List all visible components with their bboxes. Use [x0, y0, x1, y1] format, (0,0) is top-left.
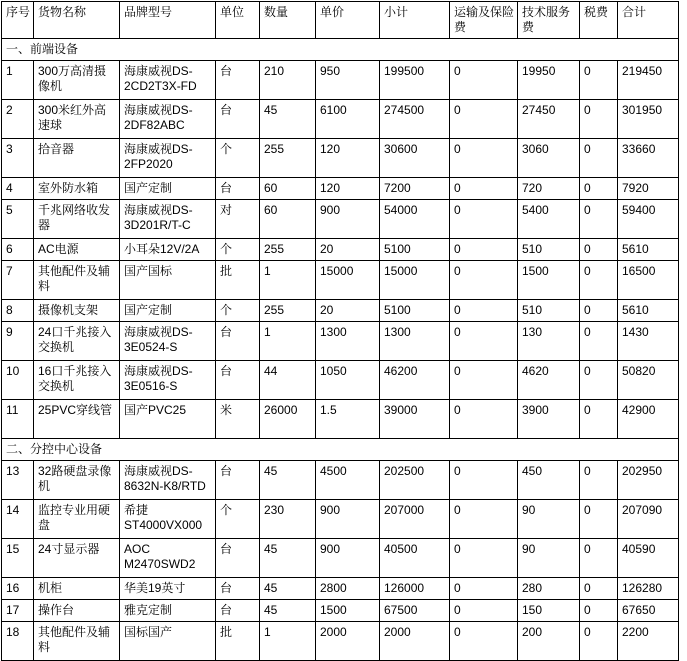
cell-shipping-insurance: 0: [450, 578, 518, 600]
cell-index: 13: [2, 461, 34, 500]
section-label: 二、分控中心设备: [2, 439, 679, 461]
cell-brand-model: 海康威视DS-3E0524-S: [120, 322, 216, 361]
cell-index: 15: [2, 539, 34, 578]
cell-technical-service-fee: 150: [518, 600, 580, 622]
cell-tax: 0: [580, 139, 618, 178]
cell-technical-service-fee: 510: [518, 239, 580, 261]
cell-index: 6: [2, 239, 34, 261]
cell-brand-model: 海康威视DS-2FP2020: [120, 139, 216, 178]
cell-quantity: 26000: [260, 400, 316, 439]
cell-total: 2200: [618, 622, 679, 661]
cell-shipping-insurance: 0: [450, 322, 518, 361]
cell-index: 14: [2, 500, 34, 539]
cell-brand-model: 国产定制: [120, 178, 216, 200]
section-row: [2, 39, 679, 61]
cell-brand-model: 国产PVC25: [120, 400, 216, 439]
section-label: 一、前端设备: [2, 39, 679, 61]
cell-goods-name: 拾音器: [34, 139, 120, 178]
cell-technical-service-fee: 5400: [518, 200, 580, 239]
cell-goods-name: 24寸显示器: [34, 539, 120, 578]
cell-total: 301950: [618, 100, 679, 139]
cell-shipping-insurance: 0: [450, 539, 518, 578]
cell-unit: 台: [216, 539, 260, 578]
cell-unit: 米: [216, 400, 260, 439]
cell-unit: 个: [216, 300, 260, 322]
cell-goods-name: 摄像机支架: [34, 300, 120, 322]
column-header-index: 序号: [2, 2, 34, 39]
cell-technical-service-fee: 3060: [518, 139, 580, 178]
cell-unit: 批: [216, 261, 260, 300]
cell-unit-price: 1500: [316, 600, 380, 622]
cell-shipping-insurance: 0: [450, 239, 518, 261]
cell-subtotal: 5100: [380, 239, 450, 261]
cell-technical-service-fee: 3900: [518, 400, 580, 439]
table-row: [2, 261, 679, 300]
cell-tax: 0: [580, 200, 618, 239]
column-header-goods-name: 货物名称: [34, 2, 120, 39]
cell-subtotal: 30600: [380, 139, 450, 178]
cell-total: 202950: [618, 461, 679, 500]
cell-total: 207090: [618, 500, 679, 539]
cell-shipping-insurance: 0: [450, 400, 518, 439]
cell-total: 50820: [618, 361, 679, 400]
cell-index: 1: [2, 61, 34, 100]
cell-quantity: 255: [260, 239, 316, 261]
cell-goods-name: 16口千兆接入交换机: [34, 361, 120, 400]
cell-quantity: 255: [260, 139, 316, 178]
spreadsheet-sheet: [0, 1, 687, 654]
cell-unit-price: 20: [316, 300, 380, 322]
cell-tax: 0: [580, 100, 618, 139]
cell-goods-name: 300米红外高速球: [34, 100, 120, 139]
cell-brand-model: 小耳朵12V/2A: [120, 239, 216, 261]
cell-unit: 台: [216, 361, 260, 400]
cell-unit-price: 900: [316, 539, 380, 578]
cell-unit: 台: [216, 322, 260, 361]
table-body: [2, 39, 679, 661]
table-row: [2, 322, 679, 361]
cell-goods-name: 24口千兆接入交换机: [34, 322, 120, 361]
cell-total: 42900: [618, 400, 679, 439]
cell-brand-model: 海康威视DS-3E0516-S: [120, 361, 216, 400]
cell-goods-name: AC电源: [34, 239, 120, 261]
cell-unit-price: 1.5: [316, 400, 380, 439]
cell-shipping-insurance: 0: [450, 178, 518, 200]
cell-brand-model: 国标国产: [120, 622, 216, 661]
column-header-brand-model: 品牌型号: [120, 2, 216, 39]
cell-shipping-insurance: 0: [450, 261, 518, 300]
table-header-row: [2, 2, 679, 39]
cell-goods-name: 监控专业用硬盘: [34, 500, 120, 539]
column-header-unit: 单位: [216, 2, 260, 39]
cell-unit-price: 15000: [316, 261, 380, 300]
cell-goods-name: 25PVC穿线管: [34, 400, 120, 439]
cell-subtotal: 40500: [380, 539, 450, 578]
cell-unit-price: 1300: [316, 322, 380, 361]
cell-brand-model: 海康威视DS-2CD2T3X-FD: [120, 61, 216, 100]
cell-index: 16: [2, 578, 34, 600]
cell-quantity: 210: [260, 61, 316, 100]
cell-subtotal: 39000: [380, 400, 450, 439]
cell-brand-model: 海康威视DS-2DF82ABC: [120, 100, 216, 139]
cell-quantity: 45: [260, 100, 316, 139]
cell-total: 16500: [618, 261, 679, 300]
cell-shipping-insurance: 0: [450, 300, 518, 322]
table-row: [2, 239, 679, 261]
cell-index: 8: [2, 300, 34, 322]
cell-shipping-insurance: 0: [450, 61, 518, 100]
cell-index: 11: [2, 400, 34, 439]
cell-shipping-insurance: 0: [450, 461, 518, 500]
cell-technical-service-fee: 720: [518, 178, 580, 200]
cell-subtotal: 15000: [380, 261, 450, 300]
cell-technical-service-fee: 130: [518, 322, 580, 361]
cell-total: 1430: [618, 322, 679, 361]
cell-tax: 0: [580, 500, 618, 539]
cell-unit: 台: [216, 100, 260, 139]
cell-subtotal: 126000: [380, 578, 450, 600]
cell-total: 5610: [618, 300, 679, 322]
cell-tax: 0: [580, 300, 618, 322]
column-header-shipping-insurance: 运输及保险费: [450, 2, 518, 39]
table-row: [2, 578, 679, 600]
cell-subtotal: 274500: [380, 100, 450, 139]
cell-subtotal: 2000: [380, 622, 450, 661]
cell-unit-price: 950: [316, 61, 380, 100]
column-header-subtotal: 小计: [380, 2, 450, 39]
cell-shipping-insurance: 0: [450, 600, 518, 622]
cell-unit-price: 1050: [316, 361, 380, 400]
cell-unit: 台: [216, 461, 260, 500]
cell-technical-service-fee: 280: [518, 578, 580, 600]
cell-tax: 0: [580, 322, 618, 361]
cell-unit: 台: [216, 178, 260, 200]
cell-tax: 0: [580, 61, 618, 100]
cell-index: 10: [2, 361, 34, 400]
cell-goods-name: 操作台: [34, 600, 120, 622]
cell-shipping-insurance: 0: [450, 622, 518, 661]
cell-quantity: 45: [260, 539, 316, 578]
cell-brand-model: 海康威视DS-8632N-K8/RTD: [120, 461, 216, 500]
cell-brand-model: 雅克定制: [120, 600, 216, 622]
cell-quantity: 1: [260, 622, 316, 661]
column-header-total: 合计: [618, 2, 679, 39]
cell-unit: 批: [216, 622, 260, 661]
cell-tax: 0: [580, 578, 618, 600]
table-row: [2, 539, 679, 578]
table-row: [2, 600, 679, 622]
cell-unit-price: 2000: [316, 622, 380, 661]
table-row: [2, 300, 679, 322]
cell-shipping-insurance: 0: [450, 139, 518, 178]
cell-technical-service-fee: 1500: [518, 261, 580, 300]
cell-tax: 0: [580, 539, 618, 578]
cell-total: 33660: [618, 139, 679, 178]
table-row: [2, 200, 679, 239]
table-row: [2, 461, 679, 500]
cell-subtotal: 202500: [380, 461, 450, 500]
cell-quantity: 255: [260, 300, 316, 322]
cell-quantity: 45: [260, 578, 316, 600]
table-row: [2, 139, 679, 178]
cell-shipping-insurance: 0: [450, 200, 518, 239]
cell-brand-model: 华美19英寸: [120, 578, 216, 600]
cell-index: 18: [2, 622, 34, 661]
cell-technical-service-fee: 510: [518, 300, 580, 322]
cell-quantity: 1: [260, 322, 316, 361]
section-row: [2, 439, 679, 461]
cell-brand-model: 希捷ST4000VX000: [120, 500, 216, 539]
cell-unit-price: 2800: [316, 578, 380, 600]
cell-goods-name: 其他配件及辅料: [34, 261, 120, 300]
cell-index: 2: [2, 100, 34, 139]
cell-subtotal: 46200: [380, 361, 450, 400]
cell-technical-service-fee: 200: [518, 622, 580, 661]
cell-unit-price: 20: [316, 239, 380, 261]
table-row: [2, 361, 679, 400]
cell-shipping-insurance: 0: [450, 100, 518, 139]
cell-tax: 0: [580, 400, 618, 439]
column-header-tax: 税费: [580, 2, 618, 39]
cell-subtotal: 5100: [380, 300, 450, 322]
equipment-quote-table: [1, 1, 679, 661]
cell-unit: 对: [216, 200, 260, 239]
column-header-quantity: 数量: [260, 2, 316, 39]
cell-subtotal: 199500: [380, 61, 450, 100]
cell-goods-name: 32路硬盘录像机: [34, 461, 120, 500]
cell-unit: 个: [216, 500, 260, 539]
cell-quantity: 1: [260, 261, 316, 300]
cell-brand-model: AOC M2470SWD2: [120, 539, 216, 578]
cell-subtotal: 67500: [380, 600, 450, 622]
cell-shipping-insurance: 0: [450, 361, 518, 400]
cell-tax: 0: [580, 178, 618, 200]
cell-total: 67650: [618, 600, 679, 622]
cell-unit-price: 120: [316, 139, 380, 178]
cell-technical-service-fee: 19950: [518, 61, 580, 100]
cell-technical-service-fee: 450: [518, 461, 580, 500]
cell-total: 40590: [618, 539, 679, 578]
cell-unit: 台: [216, 61, 260, 100]
cell-index: 17: [2, 600, 34, 622]
cell-shipping-insurance: 0: [450, 500, 518, 539]
cell-goods-name: 机柜: [34, 578, 120, 600]
cell-subtotal: 7200: [380, 178, 450, 200]
cell-unit: 个: [216, 139, 260, 178]
cell-index: 7: [2, 261, 34, 300]
cell-subtotal: 207000: [380, 500, 450, 539]
cell-total: 7920: [618, 178, 679, 200]
cell-index: 4: [2, 178, 34, 200]
cell-goods-name: 室外防水箱: [34, 178, 120, 200]
table-row: [2, 100, 679, 139]
cell-quantity: 44: [260, 361, 316, 400]
cell-brand-model: 海康威视DS-3D201R/T-C: [120, 200, 216, 239]
cell-unit-price: 900: [316, 500, 380, 539]
cell-quantity: 45: [260, 600, 316, 622]
cell-total: 126280: [618, 578, 679, 600]
table-row: [2, 178, 679, 200]
cell-quantity: 230: [260, 500, 316, 539]
cell-tax: 0: [580, 261, 618, 300]
cell-total: 5610: [618, 239, 679, 261]
cell-total: 59400: [618, 200, 679, 239]
cell-goods-name: 千兆网络收发器: [34, 200, 120, 239]
cell-unit: 台: [216, 578, 260, 600]
cell-tax: 0: [580, 622, 618, 661]
cell-index: 5: [2, 200, 34, 239]
cell-tax: 0: [580, 239, 618, 261]
cell-technical-service-fee: 4620: [518, 361, 580, 400]
column-header-technical-service-fee: 技术服务费: [518, 2, 580, 39]
cell-total: 219450: [618, 61, 679, 100]
cell-unit: 个: [216, 239, 260, 261]
cell-unit-price: 120: [316, 178, 380, 200]
cell-subtotal: 1300: [380, 322, 450, 361]
cell-unit-price: 4500: [316, 461, 380, 500]
cell-goods-name: 300万高清摄像机: [34, 61, 120, 100]
cell-technical-service-fee: 27450: [518, 100, 580, 139]
table-row: [2, 61, 679, 100]
cell-tax: 0: [580, 600, 618, 622]
cell-unit-price: 900: [316, 200, 380, 239]
cell-quantity: 45: [260, 461, 316, 500]
cell-tax: 0: [580, 461, 618, 500]
cell-quantity: 60: [260, 178, 316, 200]
table-row: [2, 400, 679, 439]
cell-goods-name: 其他配件及辅料: [34, 622, 120, 661]
cell-index: 3: [2, 139, 34, 178]
cell-unit-price: 6100: [316, 100, 380, 139]
table-row: [2, 622, 679, 661]
cell-technical-service-fee: 90: [518, 539, 580, 578]
cell-subtotal: 54000: [380, 200, 450, 239]
cell-brand-model: 国产定制: [120, 300, 216, 322]
cell-unit: 台: [216, 600, 260, 622]
cell-brand-model: 国产国标: [120, 261, 216, 300]
cell-technical-service-fee: 90: [518, 500, 580, 539]
column-header-unit-price: 单价: [316, 2, 380, 39]
cell-tax: 0: [580, 361, 618, 400]
table-row: [2, 500, 679, 539]
cell-index: 9: [2, 322, 34, 361]
cell-quantity: 60: [260, 200, 316, 239]
